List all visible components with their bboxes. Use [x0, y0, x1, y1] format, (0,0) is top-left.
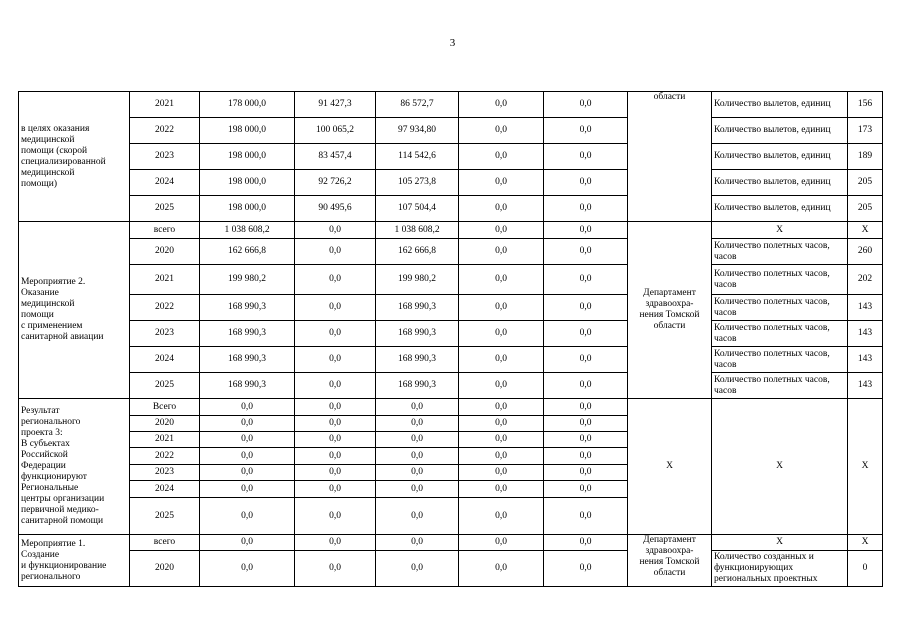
indicator-cell: Количество полетных часов, часов	[712, 295, 848, 321]
amount-cell: 0,0	[295, 222, 376, 239]
year-cell: всего	[130, 535, 200, 551]
indicator-cell: Количество полетных часов, часов	[712, 373, 848, 399]
indicator-value-cell: X	[848, 222, 883, 239]
amount-cell: 97 934,80	[376, 118, 459, 144]
indicator-value-cell: 260	[848, 239, 883, 265]
indicator-cell: Количество созданных и функционирующих региональных проектных	[712, 551, 848, 587]
table-row	[19, 239, 883, 265]
amount-cell: 0,0	[459, 498, 544, 535]
amount-cell: 0,0	[200, 448, 295, 465]
amount-cell: 199 980,2	[200, 265, 295, 295]
amount-cell: 0,0	[544, 498, 628, 535]
table-row	[19, 144, 883, 170]
amount-cell: 0,0	[459, 373, 544, 399]
amount-cell: 0,0	[544, 196, 628, 222]
year-cell: 2022	[130, 295, 200, 321]
table-row	[19, 321, 883, 347]
indicator-value-cell: X	[848, 535, 883, 551]
indicator-value-cell: 143	[848, 295, 883, 321]
measure-name-cell: Результат регионального проекта 3: В субъектах Российской Федерации функционируют Региональные центры организации первичной медико- санитарной помощи	[19, 399, 130, 535]
amount-cell: 198 000,0	[200, 118, 295, 144]
indicator-value-cell: 0	[848, 551, 883, 587]
amount-cell: 0,0	[459, 295, 544, 321]
year-cell: 2024	[130, 347, 200, 373]
amount-cell: 0,0	[295, 239, 376, 265]
amount-cell: 0,0	[376, 481, 459, 498]
amount-cell: 0,0	[200, 432, 295, 448]
amount-cell: 0,0	[200, 535, 295, 551]
amount-cell: 0,0	[459, 432, 544, 448]
amount-cell: 168 990,3	[376, 295, 459, 321]
amount-cell: 0,0	[544, 551, 628, 587]
year-cell: 2021	[130, 265, 200, 295]
amount-cell: 0,0	[544, 295, 628, 321]
amount-cell: 0,0	[295, 535, 376, 551]
indicator-value-cell: 143	[848, 347, 883, 373]
year-cell: 2023	[130, 321, 200, 347]
amount-cell: 0,0	[544, 481, 628, 498]
amount-cell: 168 990,3	[200, 321, 295, 347]
amount-cell: 198 000,0	[200, 196, 295, 222]
amount-cell: 0,0	[544, 92, 628, 118]
amount-cell: 0,0	[544, 373, 628, 399]
amount-cell: 0,0	[376, 432, 459, 448]
amount-cell: 100 065,2	[295, 118, 376, 144]
indicator-cell: Количество вылетов, единиц	[712, 170, 848, 196]
amount-cell: 162 666,8	[376, 239, 459, 265]
year-cell: 2024	[130, 170, 200, 196]
indicator-value-cell: 173	[848, 118, 883, 144]
amount-cell: 0,0	[459, 551, 544, 587]
table-row	[19, 118, 883, 144]
year-cell: 2022	[130, 448, 200, 465]
amount-cell: 91 427,3	[295, 92, 376, 118]
table-row	[19, 222, 883, 239]
amount-cell: 0,0	[544, 222, 628, 239]
amount-cell: 0,0	[544, 399, 628, 416]
indicator-cell: Количество вылетов, единиц	[712, 196, 848, 222]
amount-cell: 0,0	[295, 321, 376, 347]
amount-cell: 0,0	[544, 265, 628, 295]
budget-table	[18, 91, 883, 587]
amount-cell: 86 572,7	[376, 92, 459, 118]
amount-cell: 0,0	[459, 222, 544, 239]
amount-cell: 1 038 608,2	[376, 222, 459, 239]
responsible-cell: Департамент здравоохра- нения Томской области	[628, 222, 712, 399]
table-row	[19, 347, 883, 373]
indicator-cell: Количество полетных часов, часов	[712, 239, 848, 265]
amount-cell: 0,0	[459, 196, 544, 222]
responsible-cell: X	[628, 399, 712, 535]
amount-cell: 0,0	[295, 551, 376, 587]
amount-cell: 1 038 608,2	[200, 222, 295, 239]
page-number: 3	[449, 37, 456, 49]
amount-cell: 0,0	[200, 399, 295, 416]
table-row	[19, 399, 883, 416]
amount-cell: 0,0	[544, 347, 628, 373]
amount-cell: 0,0	[459, 92, 544, 118]
amount-cell: 0,0	[295, 498, 376, 535]
amount-cell: 105 273,8	[376, 170, 459, 196]
amount-cell: 0,0	[459, 239, 544, 265]
amount-cell: 0,0	[544, 432, 628, 448]
amount-cell: 0,0	[295, 399, 376, 416]
indicator-cell: Количество полетных часов, часов	[712, 265, 848, 295]
table-row	[19, 196, 883, 222]
amount-cell: 168 990,3	[376, 373, 459, 399]
year-cell: Всего	[130, 399, 200, 416]
amount-cell: 0,0	[376, 535, 459, 551]
amount-cell: 199 980,2	[376, 265, 459, 295]
amount-cell: 0,0	[295, 373, 376, 399]
table-row	[19, 551, 883, 587]
amount-cell: 0,0	[200, 465, 295, 481]
amount-cell: 0,0	[295, 432, 376, 448]
year-cell: 2021	[130, 92, 200, 118]
amount-cell: 168 990,3	[376, 321, 459, 347]
indicator-value-cell: X	[848, 399, 883, 535]
indicator-cell: Количество полетных часов, часов	[712, 321, 848, 347]
measure-name-cell: Мероприятие 1. Создание и функционирование регионального	[19, 535, 130, 587]
amount-cell: 0,0	[544, 448, 628, 465]
amount-cell: 0,0	[544, 416, 628, 432]
amount-cell: 0,0	[295, 265, 376, 295]
amount-cell: 0,0	[459, 481, 544, 498]
amount-cell: 0,0	[376, 465, 459, 481]
amount-cell: 0,0	[200, 416, 295, 432]
amount-cell: 0,0	[459, 170, 544, 196]
amount-cell: 0,0	[295, 465, 376, 481]
indicator-value-cell: 143	[848, 321, 883, 347]
indicator-cell: Количество вылетов, единиц	[712, 118, 848, 144]
year-cell: 2022	[130, 118, 200, 144]
amount-cell: 168 990,3	[200, 347, 295, 373]
amount-cell: 0,0	[200, 498, 295, 535]
amount-cell: 0,0	[544, 170, 628, 196]
amount-cell: 0,0	[459, 416, 544, 432]
amount-cell: 0,0	[544, 535, 628, 551]
amount-cell: 107 504,4	[376, 196, 459, 222]
amount-cell: 0,0	[544, 321, 628, 347]
amount-cell: 0,0	[200, 551, 295, 587]
amount-cell: 168 990,3	[376, 347, 459, 373]
year-cell: 2025	[130, 196, 200, 222]
responsible-cell: Департамент здравоохра- нения Томской области	[628, 535, 712, 587]
indicator-value-cell: 189	[848, 144, 883, 170]
amount-cell: 0,0	[459, 265, 544, 295]
amount-cell: 92 726,2	[295, 170, 376, 196]
amount-cell: 168 990,3	[200, 373, 295, 399]
table-row	[19, 373, 883, 399]
amount-cell: 0,0	[544, 144, 628, 170]
year-cell: 2020	[130, 551, 200, 587]
amount-cell: 0,0	[459, 144, 544, 170]
year-cell: 2023	[130, 465, 200, 481]
amount-cell: 0,0	[376, 551, 459, 587]
indicator-value-cell: 205	[848, 170, 883, 196]
amount-cell: 162 666,8	[200, 239, 295, 265]
indicator-value-cell: 202	[848, 265, 883, 295]
amount-cell: 90 495,6	[295, 196, 376, 222]
amount-cell: 198 000,0	[200, 144, 295, 170]
amount-cell: 0,0	[376, 399, 459, 416]
measure-name-cell: Мероприятие 2. Оказание медицинской помощи с применением санитарной авиации	[19, 222, 130, 399]
amount-cell: 0,0	[459, 448, 544, 465]
amount-cell: 0,0	[544, 465, 628, 481]
amount-cell: 0,0	[295, 295, 376, 321]
amount-cell: 0,0	[295, 347, 376, 373]
amount-cell: 0,0	[544, 118, 628, 144]
year-cell: 2020	[130, 416, 200, 432]
amount-cell: 0,0	[295, 416, 376, 432]
indicator-value-cell: 205	[848, 196, 883, 222]
indicator-value-cell: 156	[848, 92, 883, 118]
table-row	[19, 265, 883, 295]
year-cell: 2023	[130, 144, 200, 170]
indicator-cell: X	[712, 399, 848, 535]
amount-cell: 0,0	[459, 347, 544, 373]
amount-cell: 198 000,0	[200, 170, 295, 196]
table-row	[19, 170, 883, 196]
table-row	[19, 295, 883, 321]
amount-cell: 0,0	[459, 118, 544, 144]
amount-cell: 0,0	[295, 481, 376, 498]
year-cell: 2025	[130, 498, 200, 535]
responsible-cell: области	[628, 92, 712, 222]
indicator-cell: Количество вылетов, единиц	[712, 92, 848, 118]
table-row	[19, 92, 883, 118]
indicator-cell: X	[712, 222, 848, 239]
amount-cell: 0,0	[295, 448, 376, 465]
amount-cell: 0,0	[459, 399, 544, 416]
amount-cell: 0,0	[544, 239, 628, 265]
indicator-value-cell: 143	[848, 373, 883, 399]
amount-cell: 0,0	[200, 481, 295, 498]
amount-cell: 0,0	[459, 535, 544, 551]
amount-cell: 0,0	[376, 416, 459, 432]
year-cell: 2025	[130, 373, 200, 399]
amount-cell: 0,0	[459, 321, 544, 347]
amount-cell: 178 000,0	[200, 92, 295, 118]
amount-cell: 168 990,3	[200, 295, 295, 321]
amount-cell: 0,0	[459, 465, 544, 481]
year-cell: 2020	[130, 239, 200, 265]
amount-cell: 114 542,6	[376, 144, 459, 170]
indicator-cell: Количество вылетов, единиц	[712, 144, 848, 170]
amount-cell: 0,0	[376, 448, 459, 465]
measure-name-cell: в целях оказания медицинской помощи (скорой специализированной медицинской помощи)	[19, 92, 130, 222]
year-cell: 2021	[130, 432, 200, 448]
year-cell: 2024	[130, 481, 200, 498]
amount-cell: 0,0	[376, 498, 459, 535]
indicator-cell: X	[712, 535, 848, 551]
amount-cell: 83 457,4	[295, 144, 376, 170]
indicator-cell: Количество полетных часов, часов	[712, 347, 848, 373]
table-row	[19, 535, 883, 551]
year-cell: всего	[130, 222, 200, 239]
